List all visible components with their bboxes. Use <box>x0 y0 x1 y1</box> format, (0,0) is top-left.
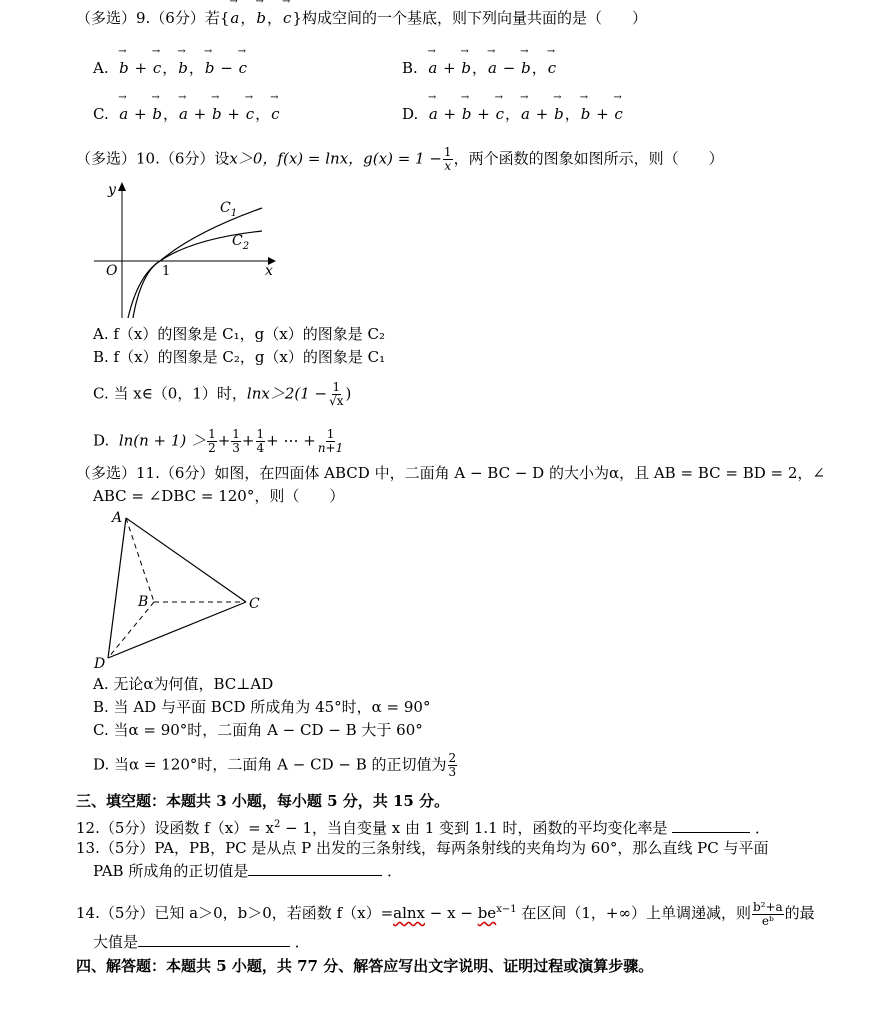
q14-line1: 14.（5分）已知 a＞0，b＞0，若函数 $f(x)=alnx - x - be^{x-1}$ 在区间（1，+∞）上单调递减，则 $\frac{\text{b²+a}}{\text{eᵇ}}$ 的最 <box>76 899 815 928</box>
q9-option-b: B. → a + → b，→ a − → b，→ c <box>402 58 557 78</box>
q10-option-b: B. f（x）的图象是 C₂，g（x）的图象是 C₁ <box>93 348 386 366</box>
curve-c1 <box>133 208 262 318</box>
q12-answer-blank[interactable] <box>672 818 750 833</box>
vertex-b-label: B <box>138 594 149 610</box>
graph-origin-label: O <box>106 263 118 279</box>
graph-tick-label: 1 <box>162 264 171 279</box>
section-3-title: 三、填空题：本题共 3 小题，每小题 5 分，共 15 分。 <box>76 792 450 810</box>
graph-c1-label: $C_1$ <box>220 200 238 219</box>
q10-stem: （多选）10.（6分）设x＞0，f(x) = lnx，g(x) = 1 − $\frac{1}{x}$ ，两个函数的图象如图所示，则（ ） <box>76 145 724 173</box>
q12: 12.（5分）设函数 $f(x)= x^2 - 1$，当自变量 x 由 1 变到 1.1 时，函数的平均变化率是 ． <box>76 819 771 837</box>
q9-option-c: C. → a + → b，→ a + → b + → c，→ c <box>93 104 281 124</box>
vertex-d-label: D <box>94 656 106 672</box>
q13-line2: PAB 所成角的正切值是 ． <box>93 862 403 880</box>
q9-option-a: A. → b + → c，→ b，→ b − → c <box>93 58 248 78</box>
graph-y-label: y <box>108 182 116 198</box>
q14-line2: 大值是 ． <box>93 933 310 951</box>
q14-answer-blank[interactable] <box>138 932 290 947</box>
q13-line1: 13.（5分）PA，PB，PC 是从点 P 出发的三条射线，每两条射线的夹角均为 60°，那么直线 PC 与平面 <box>76 839 769 857</box>
q13-answer-blank[interactable] <box>248 861 382 876</box>
q11-option-c: C. 当α = 90°时，二面角 A − CD − B 大于 60° <box>93 721 423 739</box>
q10-option-c: C. 当 x∈（0，1）时，lnx＞2(1 − $\frac{1}{√x}$ ) <box>93 380 352 408</box>
q9-option-d: D. → a + → b + → c，→ a + → b，→ b + → c <box>402 104 624 124</box>
q11-option-d: D. 当α = 120°时，二面角 A − CD − B 的正切值为 $\frac{2}{3}$ <box>93 751 457 779</box>
vertex-c-label: C <box>249 596 260 612</box>
graph-c2-label: $C_2$ <box>232 233 250 252</box>
graph-x-label: x <box>265 263 273 279</box>
q11-option-b: B. 当 AD 与平面 BCD 所成角为 45°时，α = 90° <box>93 698 431 716</box>
q11-option-a: A. 无论α为何值，BC⊥AD <box>93 675 274 693</box>
q10-graph <box>90 178 290 323</box>
q9-stem: （多选）9.（6分）若{→ a，→ b，→ c}构成空间的一个基底，则下列向量共面的是（ ） <box>76 8 647 28</box>
section-4-title: 四、解答题：本题共 5 小题，共 77 分、解答应写出文字说明、证明过程或演算步骤。 <box>76 957 654 975</box>
q11-tetrahedron <box>90 508 270 673</box>
q10-option-a: A. f（x）的图象是 C₁，g（x）的图象是 C₂ <box>93 325 385 343</box>
q11-stem-line1: （多选）11.（6分）如图，在四面体 ABCD 中，二面角 A − BC − D 的大小为α，且 AB = BC = BD = 2，∠ <box>76 464 825 482</box>
q11-stem-line2: ABC = ∠DBC = 120°，则（ ） <box>93 487 345 505</box>
q10-option-d: D. ln(n + 1) ＞ $\frac{1}{2}$ + $\frac{1}{3}$ + $\frac{1}{4}$ + ⋯ + $\frac{1}{n+1}$ <box>93 427 344 455</box>
vertex-a-label: A <box>112 510 123 526</box>
